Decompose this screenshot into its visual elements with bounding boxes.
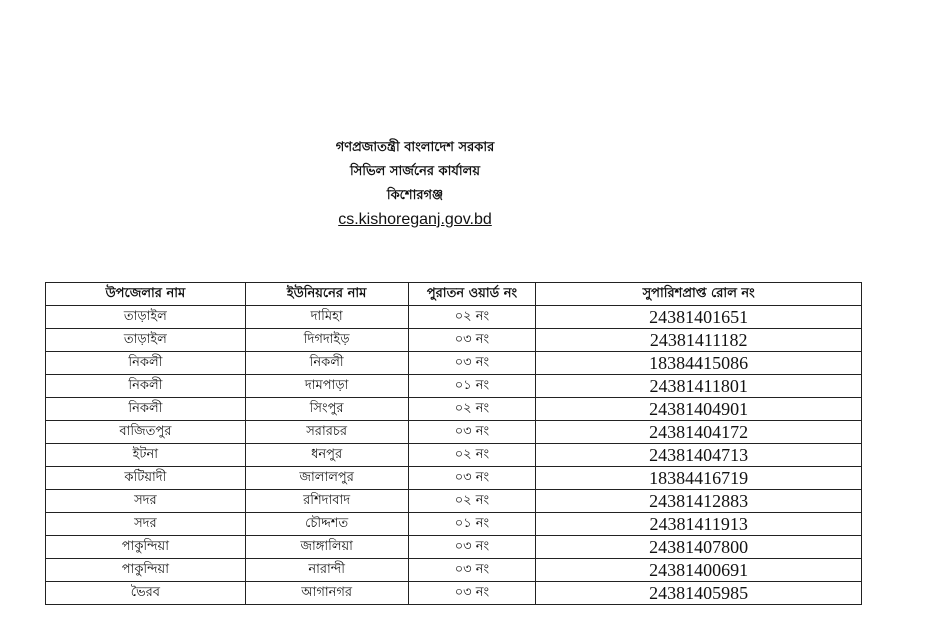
table-row xyxy=(46,467,862,490)
district-name: কিশোরগঞ্জ xyxy=(386,188,444,203)
cell-upazila: নিকলী xyxy=(46,352,246,375)
cell-old-ward: ০৩ নং xyxy=(408,467,536,490)
cell-old-ward: ০৩ নং xyxy=(408,536,536,559)
cell-union: দিগদাইড় xyxy=(245,329,408,352)
cell-old-ward: ০৩ নং xyxy=(408,582,536,605)
column-header-upazila: উপজেলার নাম xyxy=(46,283,246,306)
cell-old-ward: ০৩ নং xyxy=(408,352,536,375)
column-header-old-ward: পুরাতন ওয়ার্ড নং xyxy=(408,283,536,306)
cell-union: জাঙ্গালিয়া xyxy=(245,536,408,559)
table-row xyxy=(46,398,862,421)
cell-roll: 24381404713 xyxy=(536,444,862,467)
table-row xyxy=(46,513,862,536)
table-row xyxy=(46,490,862,513)
cell-roll: 24381400691 xyxy=(536,559,862,582)
cell-old-ward: ০২ নং xyxy=(408,306,536,329)
column-header-union: ইউনিয়নের নাম xyxy=(245,283,408,306)
cell-upazila: সদর xyxy=(46,490,246,513)
table-row xyxy=(46,329,862,352)
cell-union: নারান্দী xyxy=(245,559,408,582)
column-header-roll: সুপারিশপ্রাপ্ত রোল নং xyxy=(536,283,862,306)
cell-upazila: তাড়াইল xyxy=(46,306,246,329)
cell-union: জালালপুর xyxy=(245,467,408,490)
cell-union: ধনপুর xyxy=(245,444,408,467)
cell-union: সিংপুর xyxy=(245,398,408,421)
cell-old-ward: ০৩ নং xyxy=(408,421,536,444)
cell-roll: 24381404901 xyxy=(536,398,862,421)
cell-upazila: কটিয়াদী xyxy=(46,467,246,490)
cell-union: দামপাড়া xyxy=(245,375,408,398)
table-row xyxy=(46,582,862,605)
table-row xyxy=(46,536,862,559)
table-header-row xyxy=(46,283,862,306)
cell-roll: 24381407800 xyxy=(536,536,862,559)
cell-upazila: পাকুন্দিয়া xyxy=(46,536,246,559)
table-row xyxy=(46,306,862,329)
table-row xyxy=(46,375,862,398)
cell-old-ward: ০২ নং xyxy=(408,398,536,421)
table-row xyxy=(46,444,862,467)
cell-old-ward: ০১ নং xyxy=(408,513,536,536)
table-row xyxy=(46,352,862,375)
cell-upazila: তাড়াইল xyxy=(46,329,246,352)
cell-union: আগানগর xyxy=(245,582,408,605)
document-header xyxy=(255,136,575,232)
table-row xyxy=(46,559,862,582)
cell-upazila: ভৈরব xyxy=(46,582,246,605)
cell-union: নিকলী xyxy=(245,352,408,375)
table-body xyxy=(46,306,862,605)
cell-old-ward: ০২ নং xyxy=(408,490,536,513)
cell-old-ward: ০৩ নং xyxy=(408,329,536,352)
cell-union: চৌদ্দশত xyxy=(245,513,408,536)
cell-roll: 24381411801 xyxy=(536,375,862,398)
cell-old-ward: ০৩ নং xyxy=(408,559,536,582)
cell-roll: 24381404172 xyxy=(536,421,862,444)
cell-upazila: পাকুন্দিয়া xyxy=(46,559,246,582)
cell-upazila: বাজিতপুর xyxy=(46,421,246,444)
cell-roll: 24381405985 xyxy=(536,582,862,605)
cell-upazila: নিকলী xyxy=(46,398,246,421)
cell-roll: 18384416719 xyxy=(536,467,862,490)
office-title: সিভিল সার্জনের কার্যালয় xyxy=(349,164,481,179)
cell-union: দামিহা xyxy=(245,306,408,329)
cell-old-ward: ০১ নং xyxy=(408,375,536,398)
cell-upazila: নিকলী xyxy=(46,375,246,398)
cell-union: রশিদাবাদ xyxy=(245,490,408,513)
cell-upazila: ইটনা xyxy=(46,444,246,467)
cell-upazila: সদর xyxy=(46,513,246,536)
cell-roll: 24381411182 xyxy=(536,329,862,352)
cell-roll: 24381401651 xyxy=(536,306,862,329)
cell-union: সরারচর xyxy=(245,421,408,444)
cell-roll: 18384415086 xyxy=(536,352,862,375)
government-title: গণপ্রজাতন্ত্রী বাংলাদেশ সরকার xyxy=(335,140,495,155)
cell-roll: 24381412883 xyxy=(536,490,862,513)
table-row xyxy=(46,421,862,444)
cell-old-ward: ০২ নং xyxy=(408,444,536,467)
cell-roll: 24381411913 xyxy=(536,513,862,536)
recommended-roll-table xyxy=(45,282,862,605)
website-link[interactable]: cs.kishoreganj.gov.bd xyxy=(338,211,492,228)
